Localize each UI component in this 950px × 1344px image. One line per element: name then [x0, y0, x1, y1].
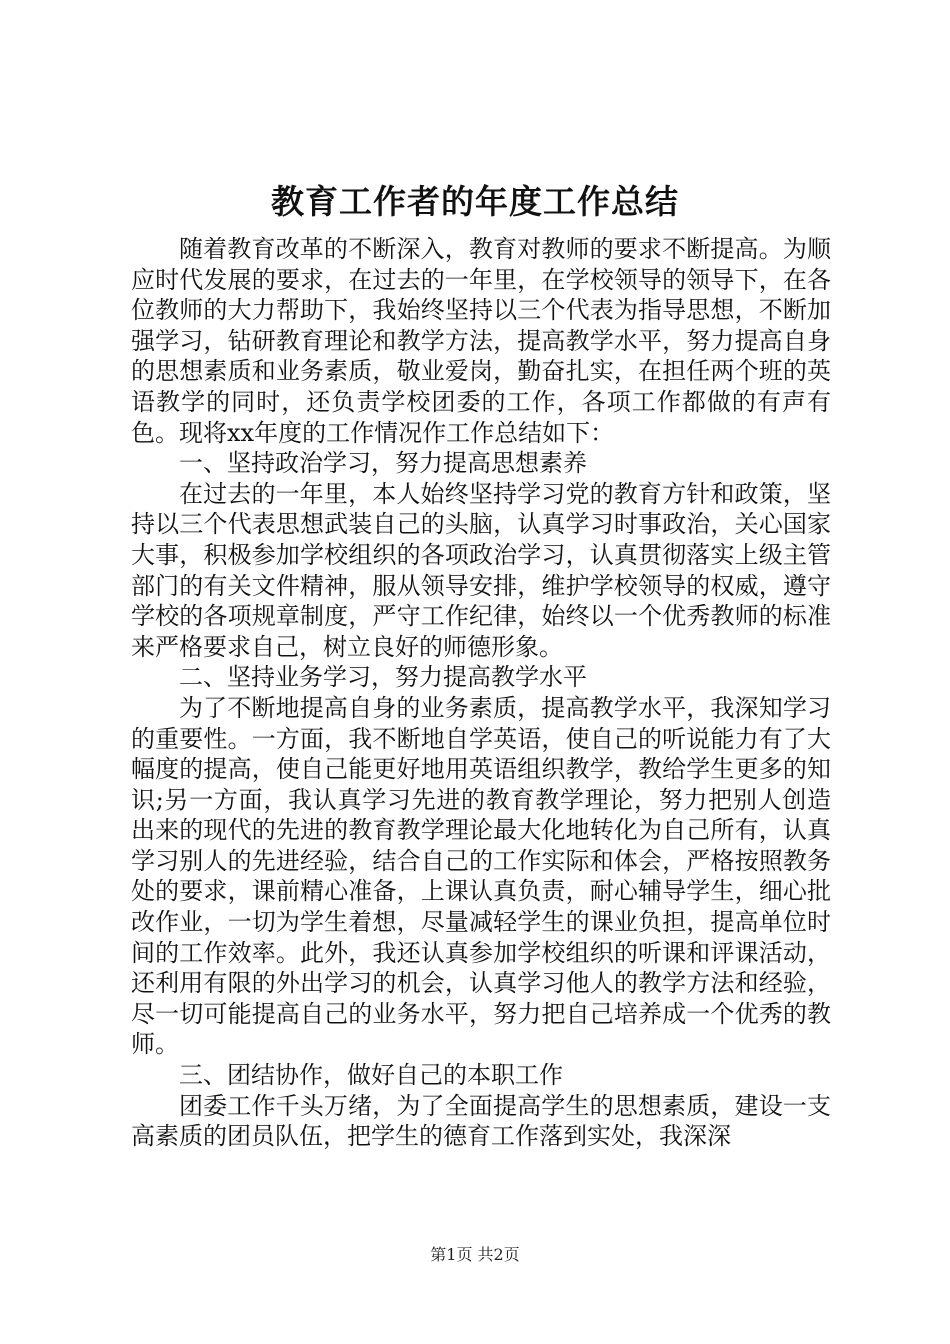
section-heading-1: 一、坚持政治学习，努力提高思想素养 — [179, 449, 587, 478]
document-body — [131, 234, 831, 1152]
section-heading-3: 三、团结协作，做好自己的本职工作 — [179, 1061, 563, 1090]
document-title: 教育工作者的年度工作总结 — [271, 182, 679, 221]
intro-paragraph: 随着教育改革的不断深入，教育对教师的要求不断提高。为顺应时代发展的要求，在过去的一年里，在学校领导的领导下，在各位教师的大力帮助下，我始终坚持以三个代表为指导思想，不断加强学习，钻研教育理论和教学方法，提高教学水平，努力提高自身的思想素质和业务素质，敬业爱岗，勤奋扎实，在担任两个班的英语教学的同时，还负责学校团委的工作，各项工作都做的有声有色。现将xx年度的工作情况作工作总结如下： — [131, 235, 831, 447]
section-2-paragraph: 为了不断地提高自身的业务素质，提高教学水平，我深知学习的重要性。一方面，我不断地自学英语，使自己的听说能力有了大幅度的提高，使自己能更好地用英语组织教学，教给学生更多的知识;另一方面，我认真学习先进的教育教学理论，努力把别人创造出来的现代的先进的教育教学理论最大化地转化为自己所有，认真学习别人的先进经验，结合自己的工作实际和体会，严格按照教务处的要求，课前精心准备，上课认真负责，耐心辅导学生，细心批改作业，一切为学生着想，尽量减轻学生的课业负担，提高单位时间的工作效率。此外，我还认真参加学校组织的听课和评课活动，还利用有限的外出学习的机会，认真学习他人的教学方法和经验，尽一切可能提高自己的业务水平，努力把自己培养成一个优秀的教师。 — [131, 693, 831, 1059]
section-heading-2: 二、坚持业务学习，努力提高教学水平 — [179, 663, 587, 692]
page-footer: 第1页 共2页 — [430, 1245, 520, 1264]
section-1-paragraph: 在过去的一年里，本人始终坚持学习党的教育方针和政策，坚持以三个代表思想武装自己的头脑，认真学习时事政治，关心国家大事，积极参加学校组织的各项政治学习，认真贯彻落实上级主管部门的有关文件精神，服从领导安排，维护学校领导的权威，遵守学校的各项规章制度，严守工作纪律，始终以一个优秀教师的标准来严格要求自己，树立良好的师德形象。 — [131, 479, 831, 661]
section-3-paragraph: 团委工作千头万绪，为了全面提高学生的思想素质，建设一支高素质的团员队伍，把学生的德育工作落到实处，我深深 — [131, 1091, 831, 1151]
